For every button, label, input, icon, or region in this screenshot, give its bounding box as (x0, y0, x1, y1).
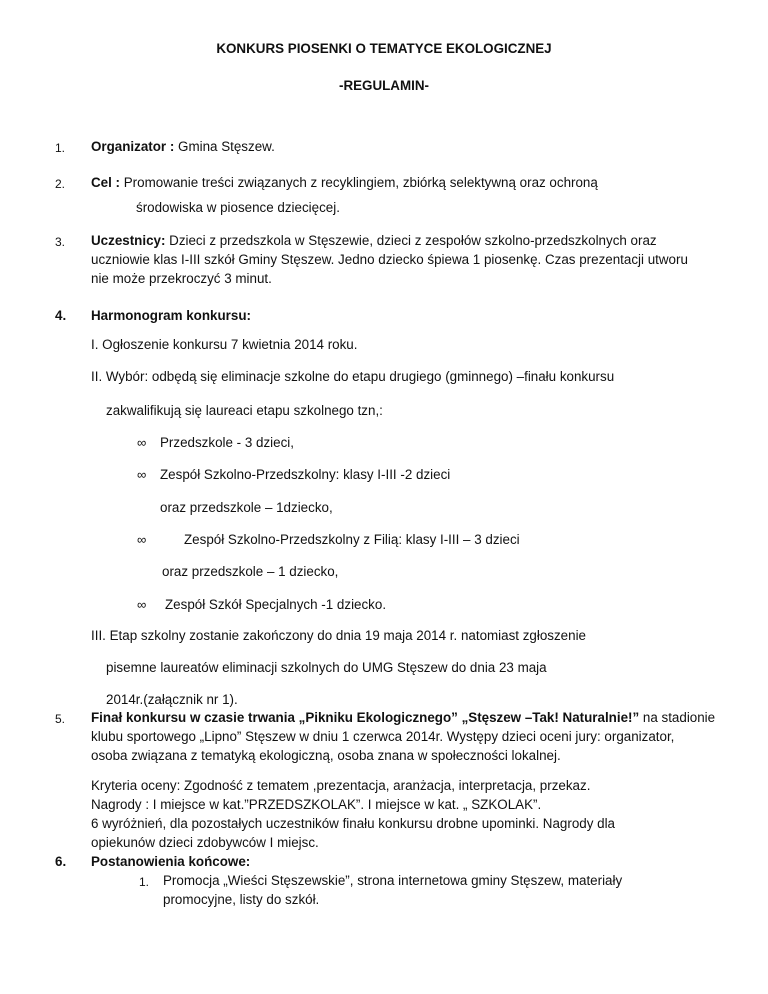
bullet-icon: ∞ (137, 435, 147, 450)
section-2-label: Cel : (91, 175, 121, 190)
qualifier-item-1: Przedszkole - 3 dzieci, (160, 435, 294, 450)
section-5-label: Finał konkursu w czasie trwania „Pikniku Ekologicznego” „Stęszew –Tak! Naturalnie!” (91, 710, 640, 725)
section-3-label: Uczestnicy: (91, 233, 166, 248)
qualifier-item-2-continuation: oraz przedszkole – 1dziecko, (160, 500, 333, 515)
section-2-goal (91, 174, 598, 192)
section-1-organizer (91, 138, 275, 156)
section-1-number: 1. (55, 141, 66, 155)
section-2-number: 2. (55, 177, 66, 191)
section-3-line-3: nie może przekroczyć 3 minut. (91, 271, 272, 286)
section-1-label: Organizator : (91, 139, 175, 154)
prizes: Nagrody : I miejsce w kat.”PRZEDSZKOLAK”. I miejsce w kat. „ SZKOLAK”. (91, 797, 542, 812)
section-6-sub-number: 1. (139, 875, 150, 889)
distinctions: 6 wyróżnień, dla pozostałych uczestników finału konkursu drobne upominki. Nagrody dla (91, 816, 616, 831)
final-provision-1-continuation: promocyjne, listy do szkół. (163, 892, 320, 907)
section-3-line-2: uczniowie klas I-III szkół Gminy Stęszew. Jedno dziecko śpiewa 1 piosenkę. Czas prezentacji utworu (91, 252, 688, 267)
section-5-final (91, 709, 715, 727)
evaluation-criteria: Kryteria oceny: Zgodność z tematem ,prezentacja, aranżacja, interpretacja, przekaz. (91, 778, 591, 793)
schedule-point-1: I. Ogłoszenie konkursu 7 kwietnia 2014 roku. (91, 337, 358, 352)
qualifier-item-3: Zespół Szkolno-Przedszkolny z Filią: klasy I-III – 3 dzieci (184, 532, 520, 547)
section-5-text: na stadionie (639, 710, 716, 725)
section-3-text: Dzieci z przedszkola w Stęszewie, dzieci z zespołów szkolno-przedszkolnych oraz (165, 233, 657, 248)
section-5-line-2: klubu sportowego „Lipno” Stęszew w dniu 1 czerwca 2014r. Występy dzieci oceni jury: organizator, (91, 729, 675, 744)
bullet-icon: ∞ (137, 467, 147, 482)
qualifier-item-2: Zespół Szkolno-Przedszkolny: klasy I-III -2 dzieci (160, 467, 451, 482)
section-3-participants (91, 232, 657, 250)
schedule-point-2-continuation: zakwalifikują się laureaci etapu szkolnego tzn,: (106, 403, 383, 418)
section-6-number: 6. (55, 854, 67, 869)
section-5-number: 5. (55, 712, 66, 726)
schedule-point-3: III. Etap szkolny zostanie zakończony do dnia 19 maja 2014 r. natomiast zgłoszenie (91, 628, 586, 643)
section-2-continuation: środowiska w piosence dziecięcej. (136, 200, 340, 215)
schedule-point-2: II. Wybór: odbędą się eliminacje szkolne do etapu drugiego (gminnego) –finału konkursu (91, 369, 615, 384)
section-1-text: Gmina Stęszew. (174, 139, 275, 154)
distinctions-continuation: opiekunów dzieci zdobywców I miejsc. (91, 835, 319, 850)
qualifier-item-4: Zespół Szkół Specjalnych -1 dziecko. (165, 597, 387, 612)
bullet-icon: ∞ (137, 532, 147, 547)
section-5-line-3: osoba związana z tematyką ekologiczną, osoba znana w społeczności lokalnej. (91, 748, 561, 763)
section-2-text: Promowanie treści związanych z recyklingiem, zbiórką selektywną oraz ochroną (120, 175, 598, 190)
schedule-point-3-continuation-2: 2014r.(załącznik nr 1). (106, 692, 238, 707)
bullet-icon: ∞ (137, 597, 147, 612)
section-6-label: Postanowienia końcowe: (91, 854, 251, 869)
final-provision-1: Promocja „Wieści Stęszewskie”, strona internetowa gminy Stęszew, materiały (163, 873, 623, 888)
qualifier-item-3-continuation: oraz przedszkole – 1 dziecko, (162, 564, 339, 579)
document-title: KONKURS PIOSENKI O TEMATYCE EKOLOGICZNEJ (216, 41, 552, 56)
section-3-number: 3. (55, 235, 66, 249)
schedule-point-3-continuation: pisemne laureatów eliminacji szkolnych do UMG Stęszew do dnia 23 maja (106, 660, 547, 675)
section-4-number: 4. (55, 308, 67, 323)
section-4-label: Harmonogram konkursu: (91, 308, 251, 323)
document-subtitle: -REGULAMIN- (338, 78, 429, 93)
